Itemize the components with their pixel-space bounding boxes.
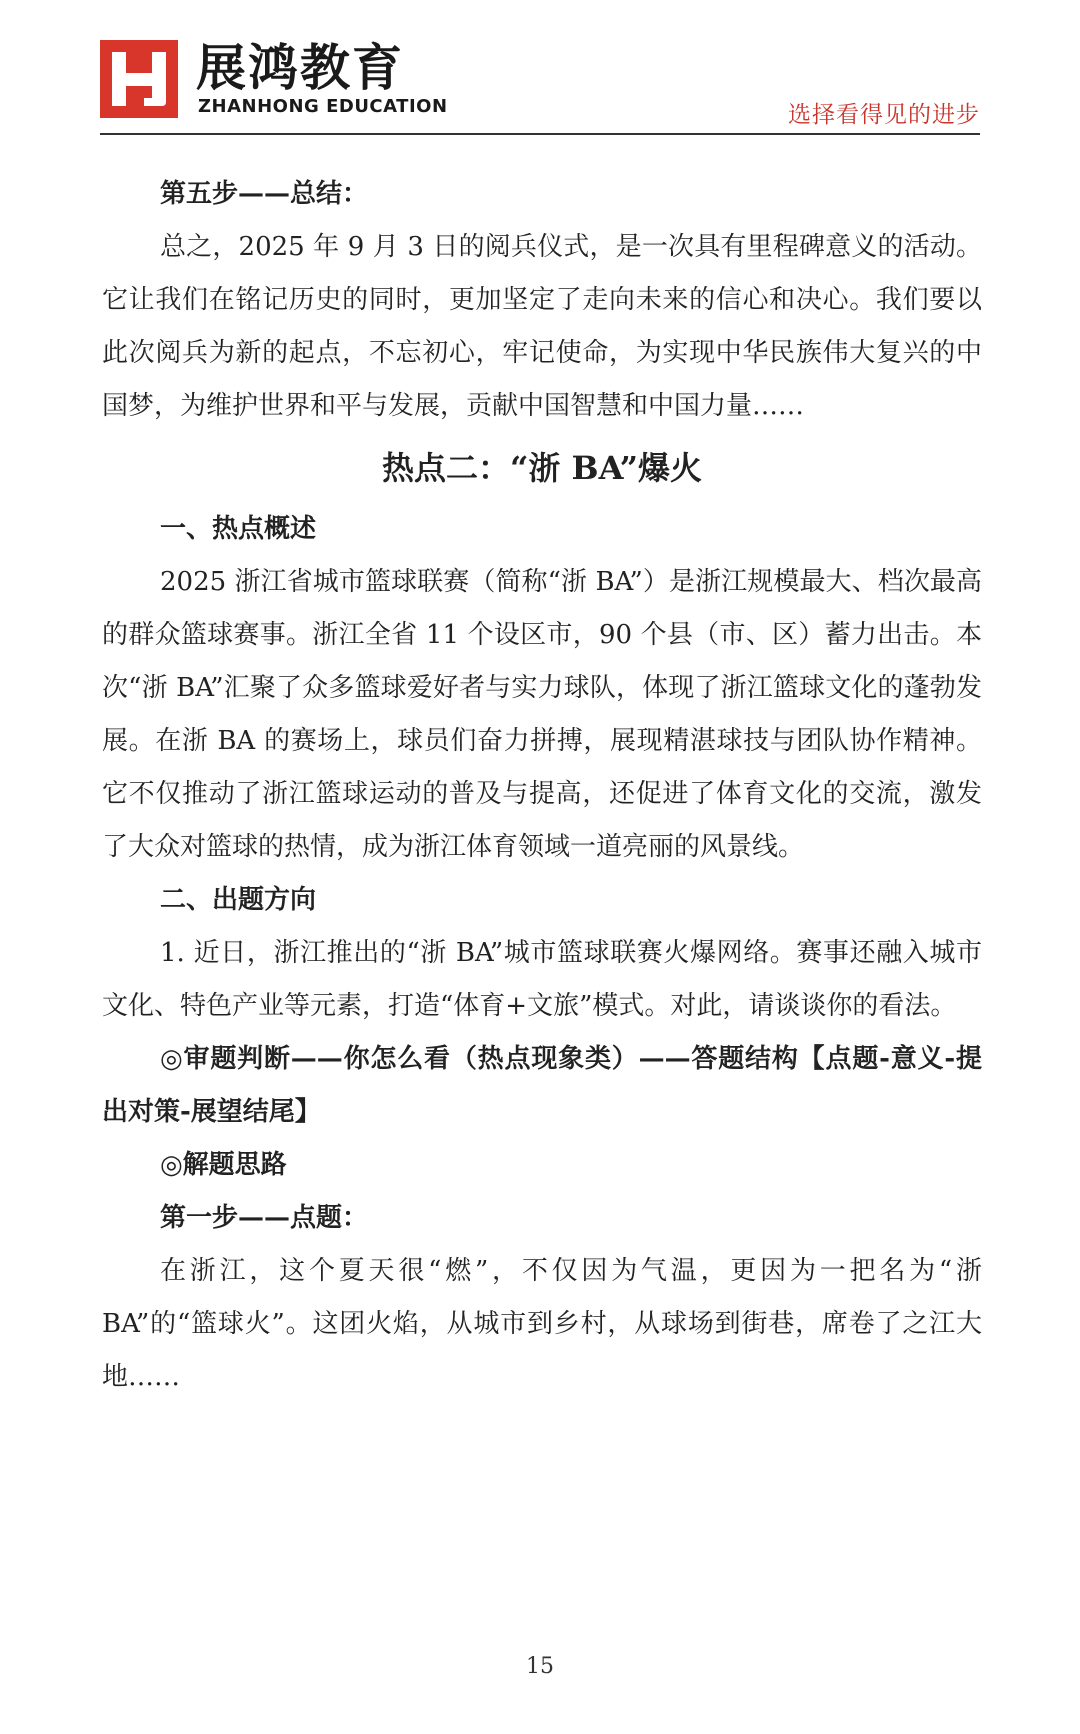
page-header xyxy=(100,36,980,136)
judgement-line: ◎审题判断——你怎么看（热点现象类）——答题结构【点题-意义-提出对策-展望结尾】 xyxy=(102,1044,982,1127)
header-divider xyxy=(100,133,980,135)
step5-paragraph: 总之，2025 年 9 月 3 日的阅兵仪式，是一次具有里程碑意义的活动。它让我们在铭记历史的同时，更加坚定了走向未来的信心和决心。我们要以此次阅兵为新的起点，不忘初心，牢记使命，为实现中华民族伟大复兴的中国梦，为维护世界和平与发展，贡献中国智慧和中国力量…… xyxy=(102,232,982,421)
step1-paragraph: 在浙江，这个夏天很“燃”，不仅因为气温，更因为一把名为“浙 BA”的“篮球火”。这团火焰，从城市到乡村，从球场到街巷，席卷了之江大地…… xyxy=(102,1256,982,1392)
brand-name-en: ZHANHONG EDUCATION xyxy=(198,96,448,117)
overview-paragraph: 2025 浙江省城市篮球联赛（简称“浙 BA”）是浙江规模最大、档次最高的群众篮球赛事。浙江全省 11 个设区市，90 个县（市、区）蓄力出击。本次“浙 BA”汇聚了众多篮球爱好者与实力球队，体现了浙江篮球文化的蓬勃发展。在浙 BA 的赛场上，球员们奋力拼搏，展现精湛球技与团队协作精神。它不仅推动了浙江篮球运动的普及与提高，还促进了体育文化的交流，激发了大众对篮球的热情，成为浙江体育领域一道亮丽的风景线。 xyxy=(102,567,982,862)
approach-heading: ◎解题思路 xyxy=(160,1150,287,1180)
document-body xyxy=(102,168,982,1404)
step1-heading: 第一步——点题： xyxy=(160,1203,369,1233)
zh-logo-icon xyxy=(100,40,178,118)
slogan: 选择看得见的进步 xyxy=(788,102,980,128)
question-paragraph: 1. 近日，浙江推出的“浙 BA”城市篮球联赛火爆网络。赛事还融入城市文化、特色产业等元素，打造“体育+文旅”模式。对此，请谈谈你的看法。 xyxy=(102,938,982,1021)
page-number: 15 xyxy=(526,1654,554,1679)
step5-heading: 第五步——总结： xyxy=(160,179,369,209)
overview-heading: 一、热点概述 xyxy=(160,514,317,544)
brand-name-cn: 展鸿教育 xyxy=(196,39,404,97)
hotspot-title: 热点二：“浙 BA”爆火 xyxy=(381,449,703,487)
direction-heading: 二、出题方向 xyxy=(160,885,317,915)
